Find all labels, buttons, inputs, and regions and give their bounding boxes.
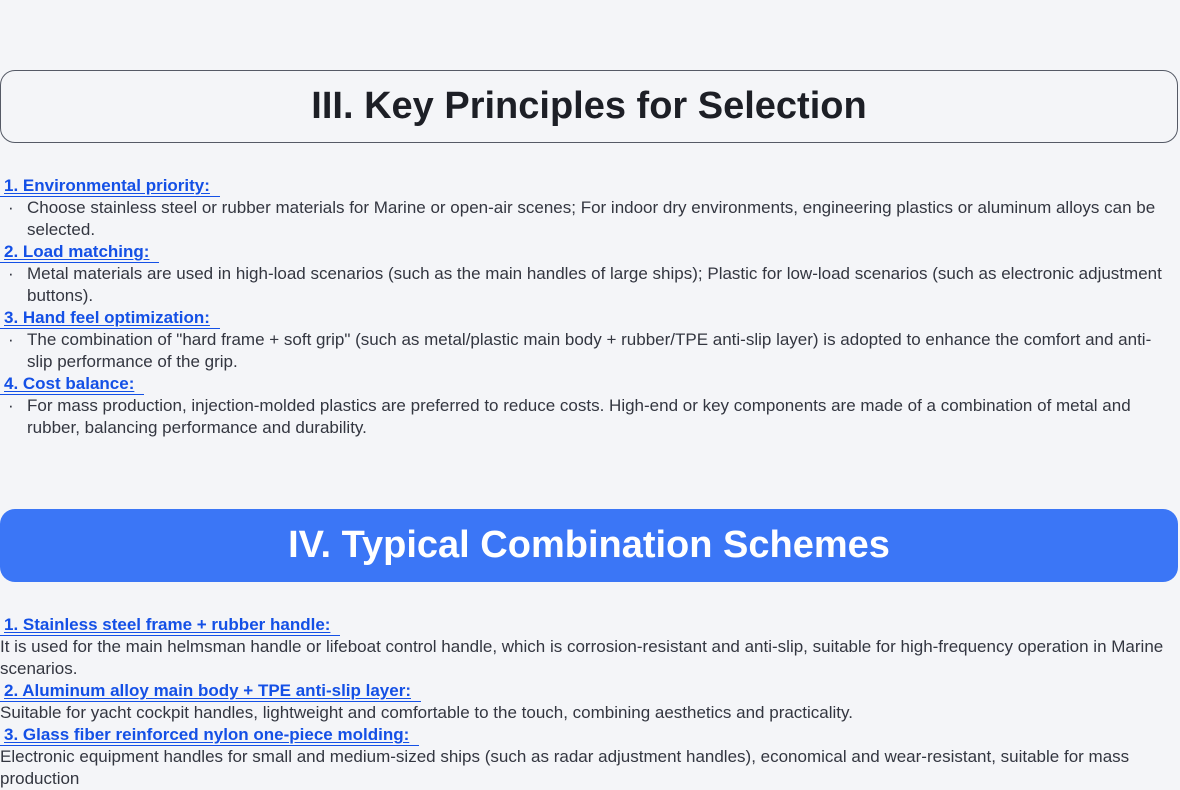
combination-schemes-list bbox=[0, 614, 1180, 790]
principle-text: Metal materials are used in high-load scenarios (such as the main handles of large ships); Plastic for low-load scenarios (such as electronic adjustment buttons). bbox=[27, 264, 1162, 305]
principle-item bbox=[0, 307, 1180, 329]
section-heading-text: IV. Typical Combination Schemes bbox=[288, 524, 890, 566]
scheme-title[interactable]: 2. Aluminum alloy main body + TPE anti-slip layer: bbox=[0, 680, 421, 702]
section-heading-text: III. Key Principles for Selection bbox=[311, 85, 867, 127]
bullet-dot: · bbox=[8, 264, 14, 283]
principle-item bbox=[0, 373, 1180, 395]
key-principles-list bbox=[0, 175, 1180, 439]
principle-text: The combination of "hard frame + soft grip" (such as metal/plastic main body + rubber/TPE anti-slip layer) is adopted to enhance the comfort and anti-slip performance of the grip. bbox=[27, 330, 1152, 371]
principle-title[interactable]: 4. Cost balance: bbox=[0, 373, 144, 395]
scheme-title[interactable]: 3. Glass fiber reinforced nylon one-piece molding: bbox=[0, 724, 419, 746]
principle-text: Choose stainless steel or rubber materials for Marine or open-air scenes; For indoor dry environments, engineering plastics or aluminum alloys can be selected. bbox=[27, 198, 1156, 239]
scheme-title[interactable]: 1. Stainless steel frame + rubber handle: bbox=[0, 614, 340, 636]
principle-item bbox=[0, 175, 1180, 197]
bullet-dot: · bbox=[8, 396, 14, 415]
principle-text: For mass production, injection-molded plastics are preferred to reduce costs. High-end or key components are made of a combination of metal and rubber, balancing performance and durability. bbox=[27, 396, 1131, 437]
principle-bullet bbox=[0, 263, 1180, 307]
principle-bullet bbox=[0, 197, 1180, 241]
principle-title[interactable]: 3. Hand feel optimization: bbox=[0, 307, 220, 329]
scheme-item bbox=[0, 614, 1180, 636]
bullet-dot: · bbox=[8, 198, 14, 217]
scheme-text: Electronic equipment handles for small and medium-sized ships (such as radar adjustment handles), economical and wear-resistant, suitable for mass production bbox=[0, 747, 1130, 788]
principle-item bbox=[0, 241, 1180, 263]
scheme-text: It is used for the main helmsman handle or lifeboat control handle, which is corrosion-resistant and anti-slip, suitable for high-frequency operation in Marine scenarios. bbox=[0, 637, 1164, 678]
principle-bullet bbox=[0, 329, 1180, 373]
principle-title[interactable]: 2. Load matching: bbox=[0, 241, 159, 263]
principle-title[interactable]: 1. Environmental priority: bbox=[0, 175, 220, 197]
scheme-item bbox=[0, 724, 1180, 746]
section-heading-key-principles bbox=[0, 70, 1178, 143]
bullet-dot: · bbox=[8, 330, 14, 349]
principle-bullet bbox=[0, 395, 1180, 439]
scheme-text: Suitable for yacht cockpit handles, lightweight and comfortable to the touch, combining aesthetics and practicality. bbox=[0, 703, 853, 722]
section-heading-combination-schemes bbox=[0, 509, 1178, 582]
scheme-item bbox=[0, 680, 1180, 702]
